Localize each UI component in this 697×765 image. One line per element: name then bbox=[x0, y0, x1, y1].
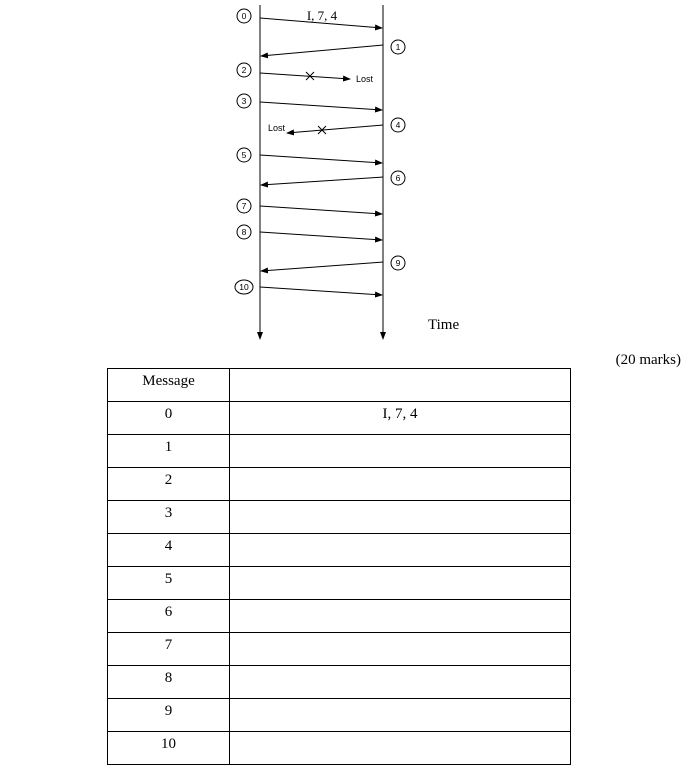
message-number-cell: 3 bbox=[108, 501, 230, 534]
message-content-cell[interactable] bbox=[230, 732, 571, 765]
message-number-cell: 9 bbox=[108, 699, 230, 732]
message-content-cell[interactable] bbox=[230, 468, 571, 501]
message-number-cell: 6 bbox=[108, 600, 230, 633]
table-row bbox=[108, 666, 571, 699]
message-number-2 bbox=[237, 63, 251, 77]
message-content-cell[interactable] bbox=[230, 666, 571, 699]
message-number-cell: 4 bbox=[108, 534, 230, 567]
table-row bbox=[108, 402, 571, 435]
message-number-10 bbox=[235, 280, 253, 294]
message-number-cell: 8 bbox=[108, 666, 230, 699]
message-content-cell[interactable] bbox=[230, 435, 571, 468]
table-header-cell: Message bbox=[108, 369, 230, 402]
message-arrow-3 bbox=[260, 102, 382, 110]
table-row bbox=[108, 567, 571, 600]
svg-text:7: 7 bbox=[241, 201, 247, 211]
message-number-8 bbox=[237, 225, 251, 239]
lost-label-left: Lost bbox=[268, 123, 286, 133]
message-arrow-10 bbox=[260, 287, 382, 295]
svg-text:6: 6 bbox=[395, 173, 401, 183]
table-row bbox=[108, 732, 571, 765]
svg-text:0: 0 bbox=[241, 11, 247, 21]
svg-text:5: 5 bbox=[241, 150, 247, 160]
table-row bbox=[108, 534, 571, 567]
message-number-cell: 10 bbox=[108, 732, 230, 765]
table-row bbox=[108, 435, 571, 468]
message-content-cell[interactable] bbox=[230, 534, 571, 567]
message-arrow-5 bbox=[260, 155, 382, 163]
message-number-cell: 1 bbox=[108, 435, 230, 468]
svg-text:4: 4 bbox=[395, 120, 401, 130]
right-timeline-arrowhead bbox=[380, 332, 386, 340]
message-arrow-4-lost bbox=[287, 125, 383, 133]
message-content-cell[interactable] bbox=[230, 567, 571, 600]
lost-label-right: Lost bbox=[356, 74, 374, 84]
message-number-0 bbox=[237, 9, 251, 23]
marks-label: (20 marks) bbox=[615, 352, 681, 368]
table-row bbox=[108, 600, 571, 633]
svg-text:10: 10 bbox=[239, 282, 249, 292]
message-number-1 bbox=[391, 40, 405, 54]
table-header-row bbox=[108, 369, 571, 402]
svg-text:3: 3 bbox=[241, 96, 247, 106]
message-sequence-diagram bbox=[0, 0, 697, 350]
table-row bbox=[108, 699, 571, 732]
svg-text:1: 1 bbox=[395, 42, 401, 52]
message-number-6 bbox=[391, 171, 405, 185]
message-content-cell[interactable] bbox=[230, 501, 571, 534]
time-label: Time bbox=[428, 317, 460, 333]
left-timeline-arrowhead bbox=[257, 332, 263, 340]
message-number-cell: 2 bbox=[108, 468, 230, 501]
table-row bbox=[108, 501, 571, 534]
svg-text:8: 8 bbox=[241, 227, 247, 237]
message-arrow-9 bbox=[261, 262, 383, 271]
message-table bbox=[107, 368, 571, 765]
message-number-7 bbox=[237, 199, 251, 213]
message-arrow-1 bbox=[261, 45, 383, 56]
message-number-4 bbox=[391, 118, 405, 132]
svg-text:2: 2 bbox=[241, 65, 247, 75]
table-row bbox=[108, 633, 571, 666]
message-content-cell[interactable]: I, 7, 4 bbox=[230, 402, 571, 435]
message-number-cell: 7 bbox=[108, 633, 230, 666]
table-header-cell bbox=[230, 369, 571, 402]
message-arrow-8 bbox=[260, 232, 382, 240]
svg-text:9: 9 bbox=[395, 258, 401, 268]
message-content-cell[interactable] bbox=[230, 699, 571, 732]
message-number-9 bbox=[391, 256, 405, 270]
message-number-3 bbox=[237, 94, 251, 108]
top-message-label: I, 7, 4 bbox=[306, 8, 338, 23]
message-number-cell: 5 bbox=[108, 567, 230, 600]
message-arrow-2-lost bbox=[260, 73, 350, 79]
message-content-cell[interactable] bbox=[230, 633, 571, 666]
message-content-cell[interactable] bbox=[230, 600, 571, 633]
message-arrow-7 bbox=[260, 206, 382, 214]
message-arrow-6 bbox=[261, 177, 383, 185]
message-number-5 bbox=[237, 148, 251, 162]
message-number-cell: 0 bbox=[108, 402, 230, 435]
table-row bbox=[108, 468, 571, 501]
